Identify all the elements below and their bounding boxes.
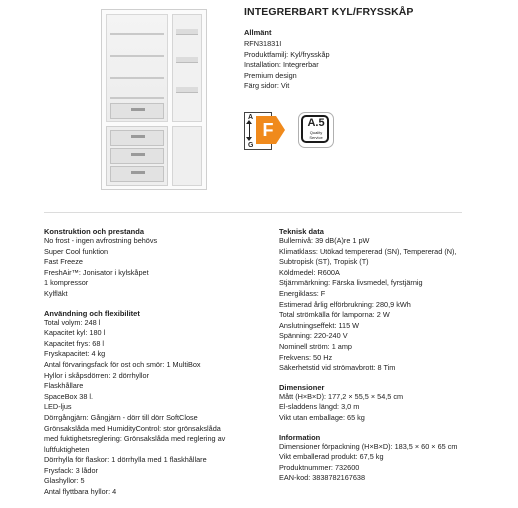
energy-class-letter: F [262, 120, 274, 140]
energy-class-badge [256, 116, 286, 144]
spec-line: SpaceBox 38 l. [44, 391, 94, 401]
spec-line: Spänning: 220-240 V [279, 331, 348, 341]
spec-line: Klimatklass: Utökad tempererad (SN), Tempererad (N), [279, 246, 457, 256]
spec-line: El-sladdens längd: 3,0 m [279, 402, 360, 412]
spec-line: Fast Freeze [44, 257, 83, 267]
spec-line: med fuktighetsreglering: Grönsakslåda med reglering av [44, 434, 226, 444]
spec-line: Dörrhylla för flaskor: 1 dörrhylla med 1 flaskhållare [44, 455, 207, 465]
general-line: Produktfamilj: Kyl/frysskåp [244, 49, 330, 59]
spec-line: Kylfläkt [44, 288, 68, 298]
spec-line: Flaskhållare [44, 381, 84, 391]
usage-heading: Användning och flexibilitet [44, 308, 140, 318]
spec-line: Frysfack: 3 lådor [44, 465, 98, 475]
spec-line: Super Cool funktion [44, 246, 109, 256]
fridge-door [172, 14, 202, 122]
quality-line2: Service [309, 135, 323, 140]
general-line: Installation: Integrerbar [244, 60, 319, 70]
general-line: Färg sidor: Vit [244, 81, 290, 91]
spec-line: Energiklass: F [279, 288, 326, 298]
spec-line: Kapacitet kyl: 180 l [44, 328, 106, 338]
left-column [44, 227, 244, 498]
freezer-door [172, 126, 202, 186]
general-heading: Allmänt [244, 28, 272, 37]
spec-line: Nominell ström: 1 amp [279, 341, 352, 351]
spec-line: Mått (H×B×D): 177,2 × 55,5 × 54,5 cm [279, 391, 404, 401]
spec-line: Produktnummer: 732600 [279, 462, 360, 472]
spec-line: Fryskapacitet: 4 kg [44, 349, 106, 359]
quality-line1: Quality [309, 130, 323, 135]
spec-line: Antal flyttbara hyllor: 4 [44, 487, 117, 497]
spec-line: Total volym: 248 l [44, 317, 101, 327]
spec-line: Dimensioner förpackning (H×B×D): 183,5 × 60 × 65 cm [279, 441, 458, 451]
spec-line: Dörrgångjärn: Gångjärn - dörr till dörr SoftClose [44, 412, 198, 422]
spec-line: Säkerhetstid vid strömavbrott: 8 Tim [279, 363, 396, 373]
spec-line: Total strömkälla för lamporna: 2 W [279, 310, 390, 320]
general-line: RFN31831I [244, 39, 282, 48]
spec-line: LED-ljus [44, 402, 72, 412]
tech-heading: Teknisk data [279, 227, 324, 236]
freezer-compartment [106, 126, 168, 186]
spec-line: Bullernivå: 39 dB(A)re 1 pW [279, 236, 370, 245]
dimensions-heading: Dimensioner [279, 382, 325, 392]
spec-line: No frost - ingen avfrostning behövs [44, 236, 158, 245]
spec-line: Frekvens: 50 Hz [279, 352, 333, 362]
spec-line: Subtropisk (ST), Tropisk (T) [279, 257, 369, 267]
spec-line: FreshAir™: Jonisator i kylskåpet [44, 267, 149, 277]
spec-line: Stjärnmärkning: Färska livsmedel, fyrstjärnig [279, 278, 423, 288]
section-divider [44, 212, 462, 213]
spec-line: Glashyllor: 5 [44, 476, 85, 486]
product-image [101, 9, 207, 190]
spec-line: Estimerad årlig elförbrukning: 280,9 kWh [279, 299, 411, 309]
spec-line: Vikt utan emballage: 65 kg [279, 412, 365, 422]
energy-scale-top: A [248, 114, 254, 121]
general-info [244, 39, 330, 92]
right-column [279, 227, 479, 484]
product-title: INTEGRERBART KYL/FRYSSKÅP [244, 6, 414, 18]
spec-line: Hyllor i skåpsdörren: 2 dörrhyllor [44, 370, 150, 380]
spec-line: Kapacitet frys: 68 l [44, 338, 105, 348]
construction-heading: Konstruktion och prestanda [44, 227, 145, 236]
energy-scale-bottom: G [248, 142, 254, 149]
general-line: Premium design [244, 70, 297, 80]
spec-line: Antal förvaringsfack för ost och smör: 1 MultiBox [44, 359, 201, 369]
information-heading: Information [279, 432, 321, 442]
spec-line: 1 kompressor [44, 278, 89, 288]
spec-line: luftfuktigheten [44, 444, 90, 454]
spec-line: Köldmedel: R600A [279, 267, 340, 277]
spec-line: Grönsakslåda med HumidityControl: stor grönsakslåda [44, 423, 221, 433]
fridge-compartment [106, 14, 168, 122]
spec-line: Anslutningseffekt: 115 W [279, 320, 360, 330]
spec-line: Vikt emballerad produkt: 67,5 kg [279, 452, 384, 462]
spec-line: EAN-kod: 3838782167638 [279, 473, 366, 483]
quality-grade: A.5 [307, 117, 325, 129]
quality-service-badge [298, 112, 334, 148]
